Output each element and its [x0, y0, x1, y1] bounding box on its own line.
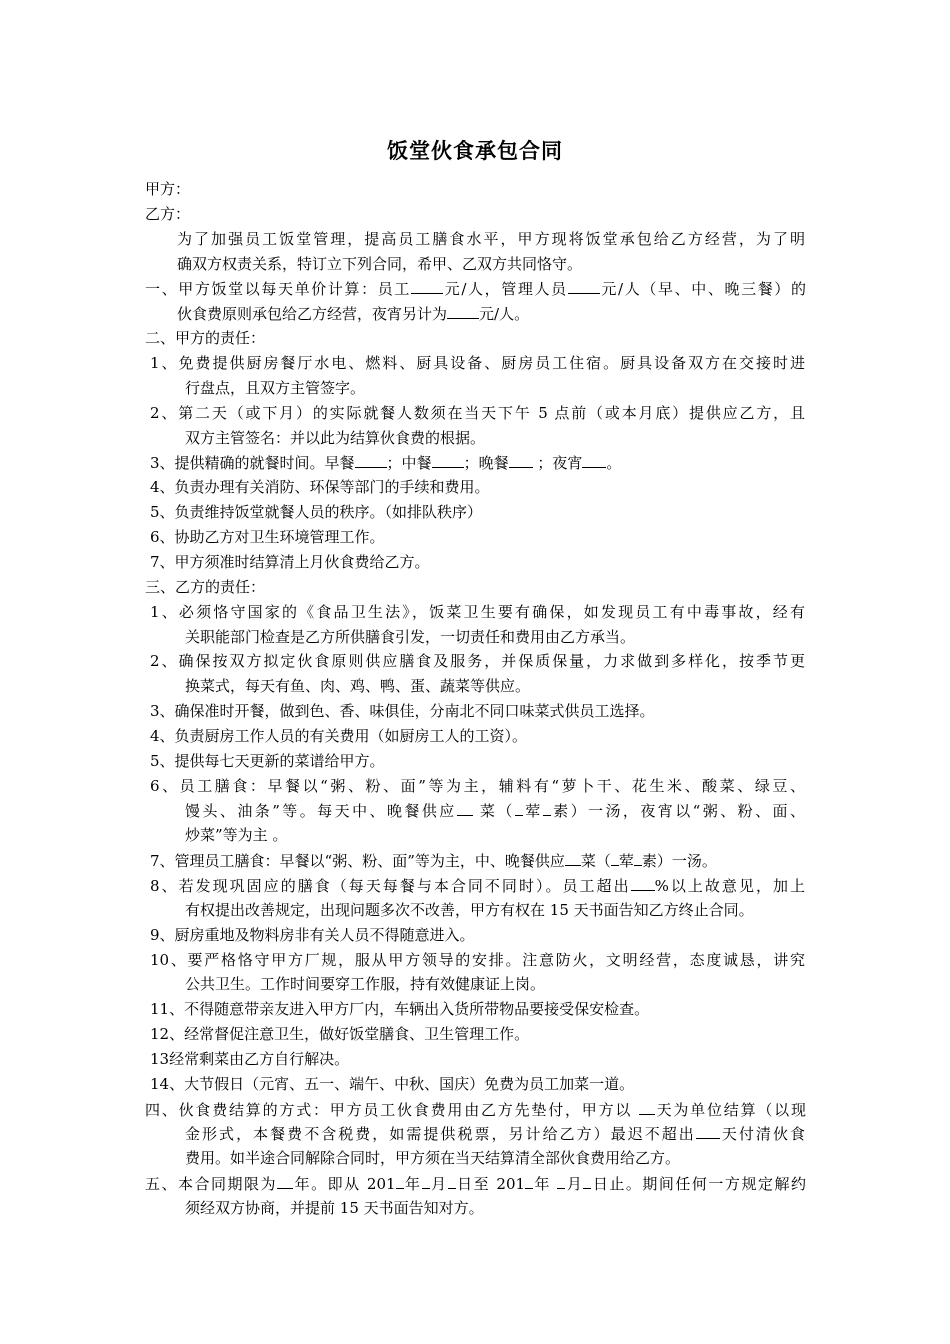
text-line: 三、乙方的责任：: [145, 578, 266, 596]
text-line: 8、若发现巩固应的膳食（每天每餐与本合同不同时）。员工超出 %以上故意见，加上: [150, 877, 805, 895]
text-line: 1、必须恪守国家的《食品卫生法》，饭菜卫生要有确保，如发现员工有中毒事故，经有: [150, 603, 805, 621]
text-line: 馒头、油条”等。每天中、晚餐供应 菜（ 荤 素）一汤，夜宵以“粥、粉、面、: [185, 802, 805, 820]
blank-field: [557, 1173, 565, 1189]
blank-field: [525, 1173, 533, 1189]
text-line: 确双方权责关系，特订立下列合同，希甲、乙双方共同恪守。: [177, 255, 583, 273]
blank-field: [631, 875, 655, 891]
blank-field: [634, 850, 642, 866]
text-line: 四、伙食费结算的方式：甲方员工伙食费用由乙方先垫付，甲方以 天为单位结算（以现: [145, 1101, 806, 1119]
text-line: 14、大节假日（元宵、五一、端午、中秋、国庆）免费为员工加菜一道。: [150, 1075, 635, 1093]
text-line: 行盘点，且双方主管签字。: [185, 379, 366, 397]
text-line: 二、甲方的责任：: [145, 329, 266, 347]
text-line: 11、不得随意带亲友进入甲方厂内，车辆出入货所带物品要接受保安检查。: [150, 1000, 650, 1018]
document-title: 饭堂伙食承包合同: [387, 138, 563, 163]
text-line: 7、甲方须准时结算清上月伙食费给乙方。: [150, 553, 430, 571]
text-line: 6、员工膳食：早餐以“粥、粉、面”等为主，辅料有“萝卜干、花生米、酸菜、绿豆、: [150, 777, 805, 795]
blank-field: [639, 1099, 655, 1115]
text-line: 9、厨房重地及物料房非有关人员不得随意进入。: [150, 926, 475, 944]
text-line: 有权提出改善规定，出现问题多次不改善，甲方有权在 15 天书面告知乙方终止合同。: [185, 901, 754, 919]
blank-field: [611, 850, 619, 866]
blank-field: [448, 1173, 456, 1189]
text-line: 伙食费原则承包给乙方经营，夜宵另计为 元/人。: [177, 305, 530, 323]
blank-field: [422, 1173, 430, 1189]
text-line: 费用。如半途合同解除合同时，甲方须在当天结算清全部伙食费用给乙方。: [185, 1149, 681, 1167]
blank-field: [411, 278, 443, 294]
text-line: 换菜式，每天有鱼、肉、鸡、鸭、蛋、蔬菜等供应。: [185, 677, 531, 695]
blank-field: [515, 800, 523, 816]
blank-field: [396, 1173, 404, 1189]
text-line: 3、提供精确的就餐时间。早餐 ；中餐 ；晚餐 ；夜宵 。: [150, 454, 622, 472]
text-line: 五、本合同期限为 年。即从 201 年 月 日至 201 年 月 日止。期间任何一方规定解约: [145, 1175, 806, 1193]
text-line: 1、免费提供厨房餐厅水电、燃料、厨具设备、厨房员工住宿。厨具设备双方在交接时进: [150, 354, 805, 372]
blank-field: [509, 452, 533, 468]
blank-field: [582, 452, 606, 468]
text-line: 炒菜”等为主 。: [185, 826, 288, 844]
text-line: 关职能部门检查是乙方所供膳食引发，一切责任和费用由乙方承当。: [185, 628, 636, 646]
blank-field: [543, 800, 551, 816]
blank-field: [583, 1173, 591, 1189]
blank-field: [432, 452, 464, 468]
text-line: 10、要严格恪守甲方厂规，服从甲方领导的安排。注意防火，文明经营，态度诚恳，讲究: [150, 951, 805, 969]
blank-field: [568, 278, 600, 294]
blank-field: [447, 303, 479, 319]
text-line: 须经双方协商，并提前 15 天书面告知对方。: [185, 1199, 484, 1217]
text-line: 2、确保按双方拟定伙食原则供应膳食及服务，并保质保量，力求做到多样化，按季节更: [150, 652, 805, 670]
text-line: 2、第二天（或下月）的实际就餐人数须在当天下午 5 点前（或本月底）提供应乙方，且: [150, 404, 805, 422]
text-line: 13经常剩菜由乙方自行解决。: [150, 1050, 350, 1068]
text-line: 4、负责厨房工作人员的有关费用（如厨房工人的工资）。: [150, 727, 528, 745]
text-line: 双方主管签名：并以此为结算伙食费的根据。: [185, 429, 486, 447]
text-line: 5、负责维持饭堂就餐人员的秩序。（如排队秩序）: [150, 503, 483, 521]
text-line: 乙方：: [145, 205, 191, 223]
blank-field: [355, 452, 387, 468]
text-line: 一、甲方饭堂以每天单价计算：员工 元/人，管理人员 元/人（早、中、晚三餐）的: [145, 280, 806, 298]
text-line: 公共卫生。工作时间要穿工作服，持有效健康证上岗。: [185, 975, 546, 993]
text-line: 金形式，本餐费不含税费，如需提供税票，另计给乙方）最迟不超出 天付清伙食: [185, 1125, 805, 1143]
text-line: 3、确保准时开餐，做到色、香、味俱佳，分南北不同口味菜式供员工选择。: [150, 702, 655, 720]
blank-field: [696, 1123, 720, 1139]
text-line: 7、管理员工膳食：早餐以“粥、粉、面”等为主，中、晚餐供应 菜（ 荤 素）一汤。: [150, 852, 717, 870]
text-line: 4、负责办理有关消防、环保等部门的手续和费用。: [150, 478, 490, 496]
text-line: 6、协助乙方对卫生环境管理工作。: [150, 528, 385, 546]
text-line: 为了加强员工饭堂管理，提高员工膳食水平，甲方现将饭堂承包给乙方经营，为了明: [177, 230, 805, 248]
blank-field: [277, 1173, 293, 1189]
blank-field: [565, 850, 581, 866]
text-line: 12、经常督促注意卫生，做好饭堂膳食、卫生管理工作。: [150, 1025, 530, 1043]
text-line: 5、提供每七天更新的菜谱给甲方。: [150, 752, 385, 770]
blank-field: [457, 800, 473, 816]
text-line: 甲方：: [145, 180, 191, 198]
